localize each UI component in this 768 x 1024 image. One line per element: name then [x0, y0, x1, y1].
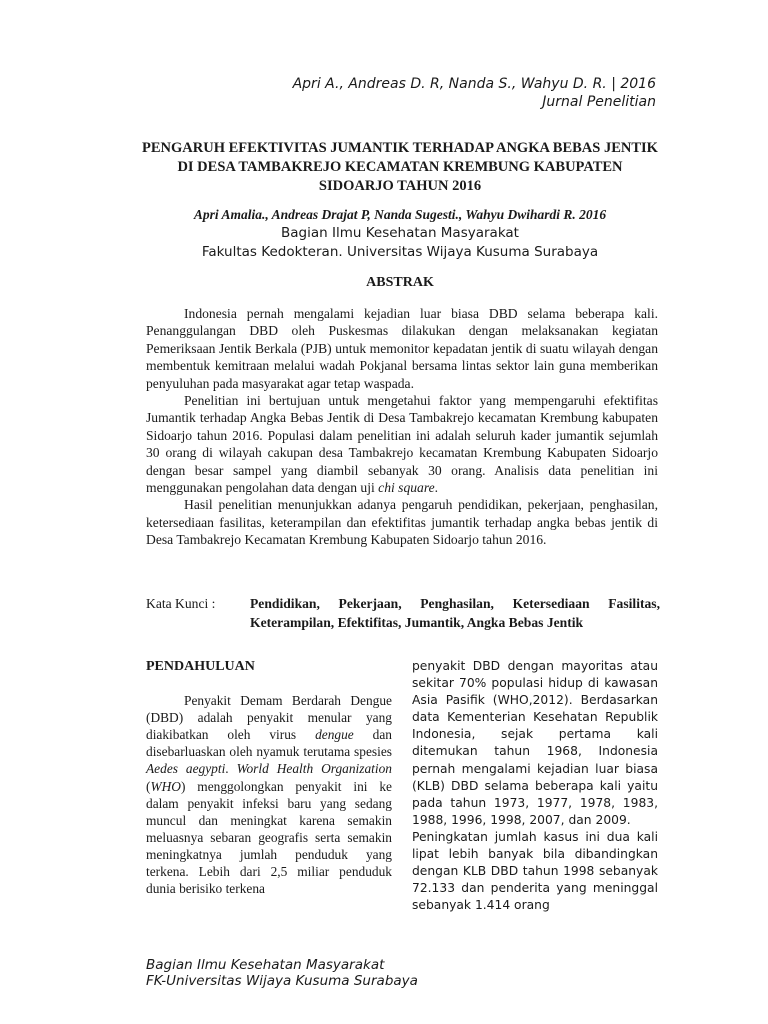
body-text: dan disebarluaskan oleh nyamuk terutama spesies: [146, 727, 392, 760]
footer-university: FK-Universitas Wijaya Kusuma Surabaya: [146, 973, 418, 989]
footer-department: Bagian Ilmu Kesehatan Masyarakat: [146, 957, 385, 973]
abstract-text: Penelitian ini bertujuan untuk mengetahui faktor yang mempengaruhi efektifitas Jumantik terhadap Angka Bebas Jentik di Desa Tambakrejo kecamatan Krembung kabupaten Sidoarjo tahun 2016. Populasi dalam penelitian ini adalah seluruh kader jumantik sejumlah 30 orang di wilayah cakupan desa Tambakrejo kecamatan Krembung Kabupaten Sidoarjo dengan besar sampel yang diambil sebanyak 30 orang. Analisis data penelitian ini menggunakan pengolahan data dengan uji: [146, 393, 658, 496]
italic-term: Aedes aegypti: [146, 761, 226, 777]
section-heading: PENDAHULUAN: [146, 659, 255, 674]
header-authors: Apri A., Andreas D. R, Nanda S., Wahyu D. R. | 2016: [292, 76, 656, 92]
keywords: [146, 594, 660, 632]
right-column: [412, 658, 658, 914]
running-header: [293, 75, 656, 111]
header-journal: Jurnal Penelitian: [542, 94, 656, 110]
page-footer: [146, 957, 418, 989]
keywords-values: Pendidikan, Pekerjaan, Penghasilan, Ketersediaan Fasilitas, Keterampilan, Efektifitas, Jumantik, Angka Bebas Jentik: [250, 596, 660, 630]
body-text: .: [225, 761, 237, 777]
paper-title: PENGARUH EFEKTIVITAS JUMANTIK TERHADAP ANGKA BEBAS JENTIK DI DESA TAMBAKREJO KECAMATAN KREMBUNG KABUPATEN SIDOARJO TAHUN 2016: [142, 140, 658, 194]
author-list: Apri Amalia., Andreas Drajat P, Nanda Sugesti., Wahyu Dwihardi R. 2016: [193, 207, 607, 222]
body-text: Penyakit Demam Berdarah Dengue (DBD) adalah penyakit menular yang diakibatkan oleh virus: [146, 693, 392, 743]
affiliation-department: Bagian Ilmu Kesehatan Masyarakat: [281, 225, 519, 241]
abstract-italic: chi square: [378, 480, 435, 496]
left-column: [146, 658, 392, 897]
abstract-paragraph: Hasil penelitian menunjukkan adanya pengaruh pendidikan, pekerjaan, penghasilan, ketersediaan fasilitas, keterampilan dan efektifitas jumantik terhadap angka bebas jentik di Desa Tambakrejo Kecamatan Krembung Kabupaten Sidoarjo tahun 2016.: [146, 497, 658, 548]
abstract-paragraph: [146, 392, 658, 496]
keywords-label: Kata Kunci :: [146, 596, 216, 611]
italic-term: dengue: [315, 727, 354, 743]
abstract-body: [146, 305, 658, 549]
abstract-paragraph: Indonesia pernah mengalami kejadian luar biasa DBD selama beberapa kali. Penanggulangan DBD oleh Puskesmas dilakukan dengan melaksanakan kegiatan Pemeriksaan Jentik Berkala (PJB) untuk memonitor kepadatan jentik di suatu wilayah dengan membentuk kemitraan melalui wadah Pokjanal bersama lintas sektor lain guna memberikan penyuluhan pada masyarakat agar tetap waspada.: [146, 306, 658, 391]
abstract-heading: ABSTRAK: [366, 275, 434, 290]
italic-term: World Health Organization: [236, 761, 392, 777]
intro-paragraph: penyakit DBD dengan mayoritas atau sekitar 70% populasi hidup di kawasan Asia Pasifik (WHO,2012). Berdasarkan data Kementerian Kesehatan Republik Indonesia, sejak pertama kali ditemukan tahun 1968, Indonesia pernah mengalami kejadian luar biasa (KLB) DBD selama beberapa kali yaitu pada tahun 1973, 1977, 1978, 1983, 1988, 1996, 1998, 2007, dan 2009.: [412, 659, 658, 827]
affiliation: [140, 224, 660, 262]
affiliation-faculty: Fakultas Kedokteran. Universitas Wijaya Kusuma Surabaya: [201, 244, 599, 260]
intro-paragraph: [146, 692, 392, 897]
body-text: ) menggolongkan penyakit ini ke dalam penyakit infeksi baru yang sedang muncul dan meningkat karena semakin meluasnya sebaran geografis serta semakin meningkatnya jumlah penduduk yang terkena. Lebih dari 2,5 miliar penduduk dunia berisiko terkena: [146, 778, 392, 897]
intro-paragraph: Peningkatan jumlah kasus ini dua kali lipat lebih banyak bila dibandingkan dengan KLB DBD tahun 1998 sebanyak 72.133 dan penderita yang meninggal sebanyak 1.414 orang: [412, 829, 658, 913]
body-text: (: [146, 778, 151, 794]
italic-term: WHO: [150, 778, 181, 794]
abstract-text: .: [434, 480, 439, 496]
